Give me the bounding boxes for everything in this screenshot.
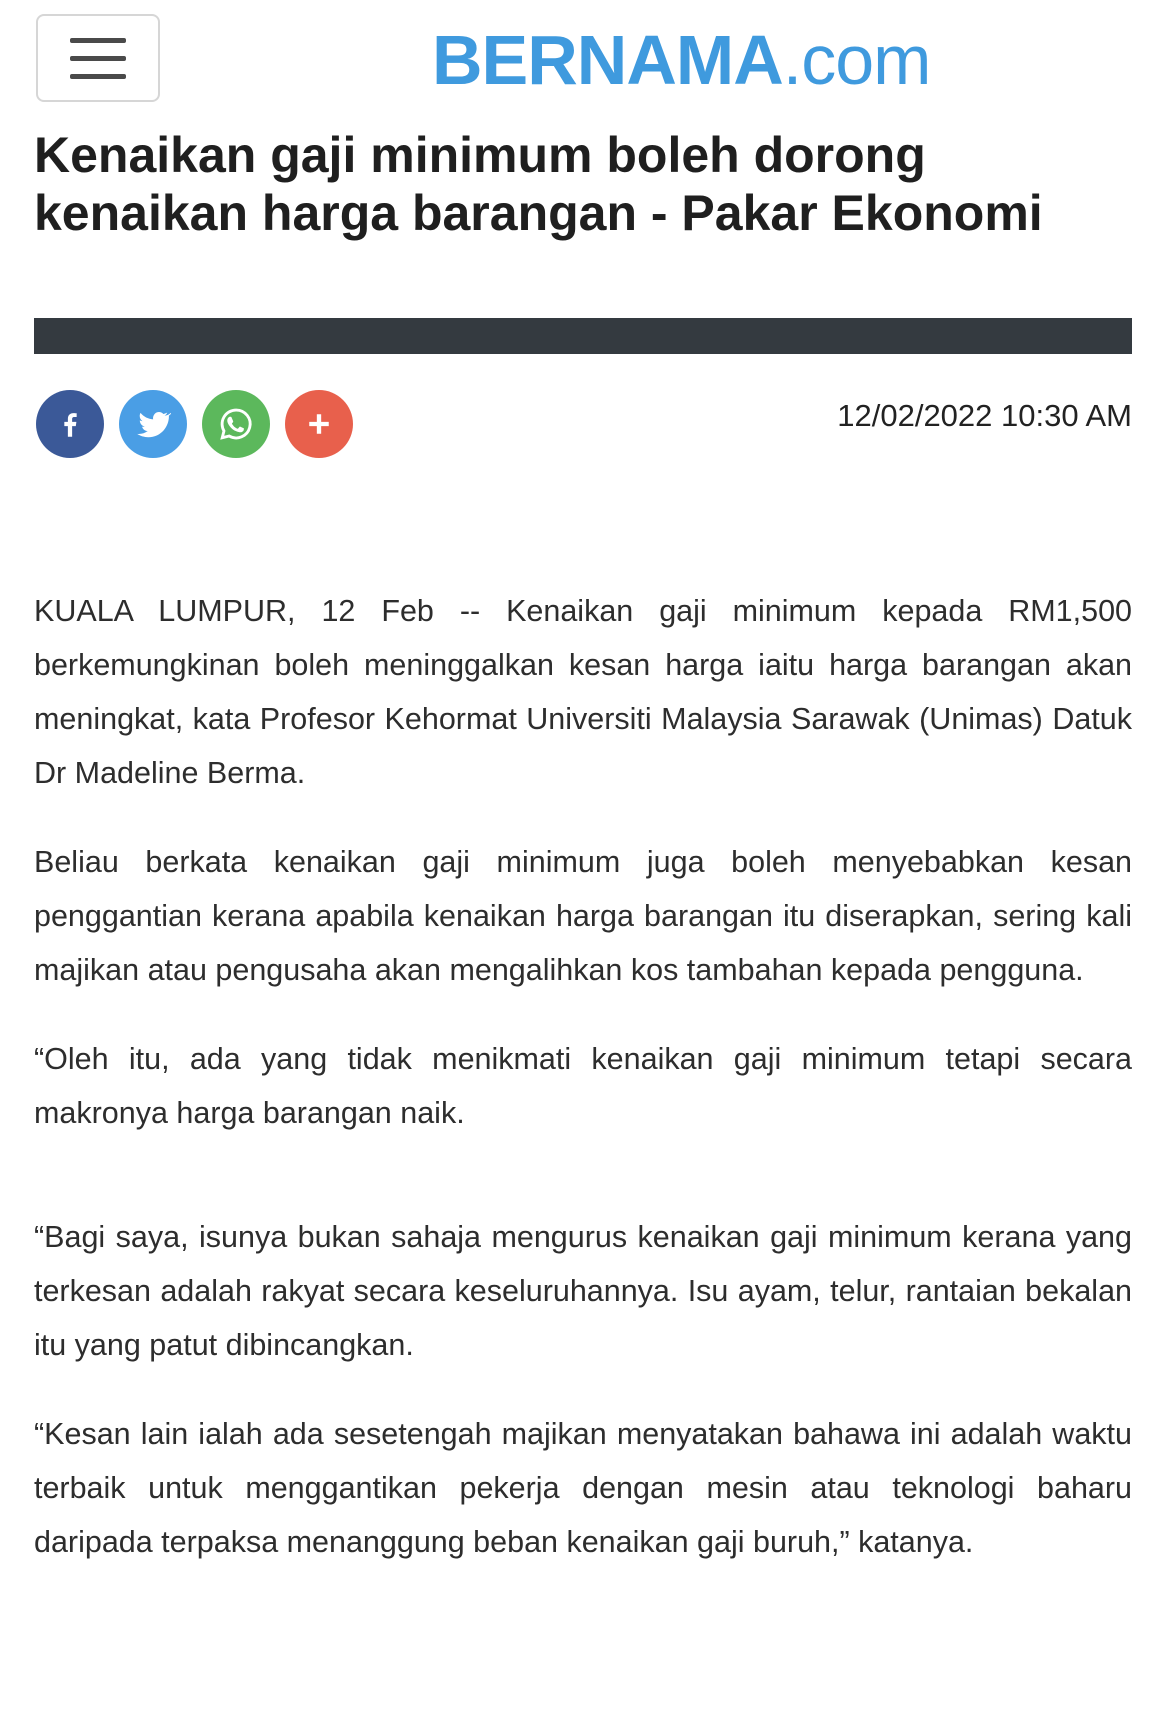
article-title: Kenaikan gaji minimum boleh dorong kenaikan harga barangan - Pakar Ekonomi (34, 127, 1043, 241)
article-body (34, 584, 1132, 1604)
plus-icon (306, 411, 332, 437)
title-divider-bar (34, 318, 1132, 354)
share-facebook-button[interactable] (36, 390, 104, 458)
hamburger-menu-icon-bar (70, 74, 126, 79)
menu-button[interactable] (36, 14, 160, 102)
article-paragraph: KUALA LUMPUR, 12 Feb -- Kenaikan gaji minimum kepada RM1,500 berkemungkinan boleh meninggalkan kesan harga iaitu harga barangan akan meningkat, kata Profesor Kehormat Universiti Malaysia Sarawak (Unimas) Datuk Dr Madeline Berma. (34, 594, 1132, 790)
twitter-icon (135, 406, 171, 442)
site-logo[interactable] (432, 20, 930, 100)
logo-text-light: .com (782, 21, 931, 99)
article-paragraph: “Oleh itu, ada yang tidak menikmati kenaikan gaji minimum tetapi secara makronya harga barangan naik. (34, 1042, 1132, 1130)
site-header (0, 0, 1170, 110)
article-date: 12/02/2022 10:30 AM (837, 398, 1132, 433)
article-paragraph: “Kesan lain ialah ada sesetengah majikan menyatakan bahawa ini adalah waktu terbaik untuk menggantikan pekerja dengan mesin atau teknologi baharu daripada terpaksa menanggung beban kenaikan gaji buruh,” katanya. (34, 1417, 1132, 1559)
share-more-button[interactable] (285, 390, 353, 458)
share-twitter-button[interactable] (119, 390, 187, 458)
article-paragraph: Beliau berkata kenaikan gaji minimum juga boleh menyebabkan kesan penggantian kerana apabila kenaikan harga barangan itu diserapkan, sering kali majikan atau pengusaha akan mengalihkan kos tambahan kepada pengguna. (34, 845, 1132, 987)
hamburger-menu-icon-bar (70, 56, 126, 61)
hamburger-menu-icon (70, 38, 126, 43)
logo-text-strong: BERNAMA (432, 21, 783, 99)
whatsapp-icon (217, 405, 255, 443)
article-paragraph: “Bagi saya, isunya bukan sahaja mengurus kenaikan gaji minimum kerana yang terkesan adalah rakyat secara keseluruhannya. Isu ayam, telur, rantaian bekalan itu yang patut dibincangkan. (34, 1220, 1132, 1362)
share-whatsapp-button[interactable] (202, 390, 270, 458)
facebook-icon (53, 407, 87, 441)
share-buttons (36, 390, 353, 458)
